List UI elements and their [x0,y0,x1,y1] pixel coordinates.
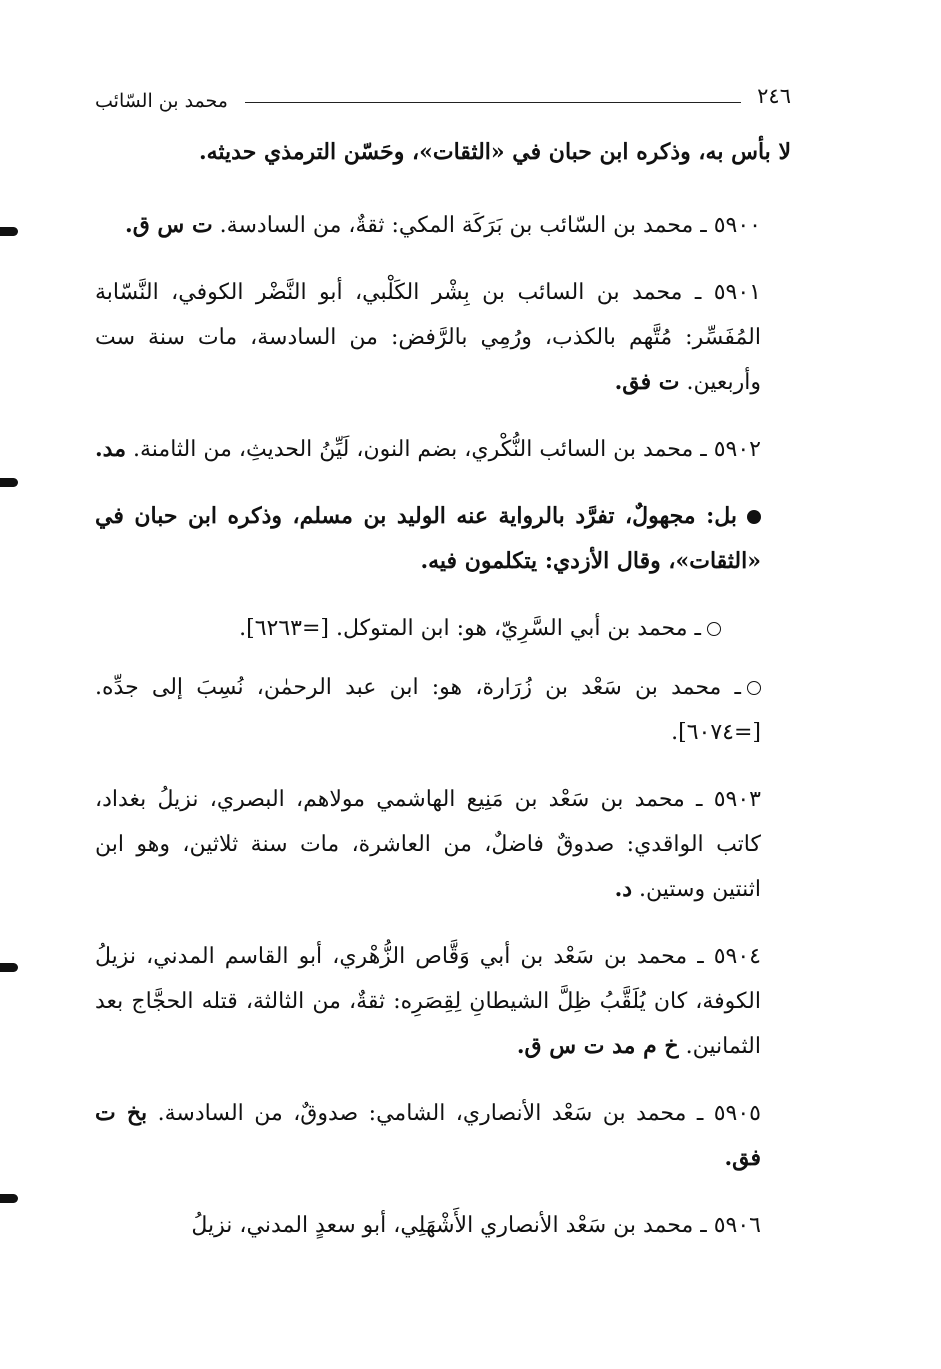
entry-5904: ٥٩٠٤ ـ محمد بن سَعْد بن أبي وَقَّاص الزُّهْري، أبو القاسم المدني، نزيلُ الكوفة، كان يُلَقَّبُ ظِلَّ الشيطانِ لِقِصَرِه: ثقةٌ، من الثالثة، قتله الحجَّاج بعد الثمانين. خ م مد ت س ق. [95,944,761,1059]
entry-number: ٥٩٠٠ [713,213,761,238]
entry-5900: ٥٩٠٠ ـ محمد بن السّائب بن بَرَكَة المكي: ثقةٌ، من السادسة. ت س ق. [125,212,761,238]
bullet-icon [747,510,761,524]
entry-body: محمد بن سَعْد الأنصاري، الشامي: صدوقٌ، من السادسة. [157,1101,687,1126]
page-header [95,84,791,130]
entry-body: محمد بن سَعْد بن أبي وَقَّاص الزُّهْري، أبو القاسم المدني، نزيلُ الكوفة، كان يُلَقَّبُ ظِلَّ الشيطانِ لِقِصَرِه: ثقةٌ، من الثالثة، قتله الحجَّاج بعد الثمانين. [95,944,761,1059]
entry-number: ٥٩٠٦ [713,1213,761,1238]
running-title: محمد بن السّائب [95,90,228,112]
entry-body: محمد بن السائب بن بِشْر الكَلْبي، أبو النَّضْر الكوفي، النَّسّابة المُفَسِّر: مُتَّهم بالكذب، ورُمِي بالرَّفض: من السادسة، مات سنة ست وأربعين. [95,280,761,395]
entry-sigla: د. [614,876,633,902]
cross-ref-text: محمد بن سَعْد بن زُرَارة، هو: ابن عبد الرحمٰن، نُسِبَ إلى جدِّه. [=٦٠٧٤]. [95,675,761,745]
note-text: بل: مجهولٌ، تفرَّد بالرواية عنه الوليد بن مسلم، وذكره ابن حبان في «الثقات»، وقال الأزدي: يتكلمون فيه. [95,503,761,574]
entry-5902: ٥٩٠٢ ـ محمد بن السائب النُّكْري، بضم النون، لَيِّنُ الحديثِ، من الثامنة. مد. [95,436,761,462]
continuation-text: لا بأس به، وذكره ابن حبان في «الثقات»، وحَسّن الترمذي حديثه. [198,139,791,165]
entry-number: ٥٩٠١ [713,280,761,305]
entry-sigla: ت س ق. [125,212,213,238]
entry-number: ٥٩٠٣ [713,787,761,812]
cross-ref: ـ محمد بن سَعْد بن زُرَارة، هو: ابن عبد الرحمٰن، نُسِبَ إلى جدِّه. [=٦٠٧٤]. [95,675,761,745]
cross-ref: ـ محمد بن أبي السَّرِيّ، هو: ابن المتوكل. [=٦٢٦٣]. [95,606,791,651]
margin-tab-mark [0,1194,18,1203]
entry-sigla: خ م مد ت س ق. [516,1033,679,1059]
entry-5901: ٥٩٠١ ـ محمد بن السائب بن بِشْر الكَلْبي، أبو النَّضْر الكوفي، النَّسّابة المُفَسِّر: مُتَّهم بالكذب، ورُمِي بالرَّفض: من السادسة، مات سنة ست وأربعين. ت فق. [95,280,761,395]
entry-body: محمد بن السائب النُّكْري، بضم النون، لَيِّنُ الحديثِ، من الثامنة. [133,437,694,462]
entry-body: محمد بن سَعْد الأنصاري الأَشْهَلِي، أبو سعدٍ المدني، نزيلُ [191,1213,694,1238]
editor-note [95,494,791,584]
entry-number: ٥٩٠٥ [713,1101,761,1126]
book-page [95,84,791,1270]
entry-body: محمد بن السّائب بن بَرَكَة المكي: ثقةٌ، من السادسة. [219,213,694,238]
entry-number: ٥٩٠٤ [713,944,761,969]
margin-tab-mark [0,963,18,972]
cross-ref-text: محمد بن أبي السَّرِيّ، هو: ابن المتوكل. [=٦٢٦٣]. [239,616,688,641]
entry-sigla: ت فق. [614,369,680,395]
circle-icon [707,622,721,636]
entry-sigla: بخ ت فق. [95,1100,761,1171]
header-rule [245,102,741,103]
margin-tab-mark [0,227,18,236]
page-number: ٢٤٦ [757,84,791,108]
entry-body: محمد بن سَعْد بن مَنِيع الهاشمي مولاهم، البصري، نزيلُ بغداد، كاتب الواقدي: صدوقٌ فاضلٌ، من العاشرة، مات سنة ثلاثين، وهو ابن اثنتين وستين. [95,787,761,902]
entry-sigla: مد. [95,436,126,462]
circle-icon [747,681,761,695]
entry-5905: ٥٩٠٥ ـ محمد بن سَعْد الأنصاري، الشامي: صدوقٌ، من السادسة. بخ ت فق. [95,1100,761,1171]
entry-number: ٥٩٠٢ [713,437,761,462]
entry-5906: ٥٩٠٦ ـ محمد بن سَعْد الأنصاري الأَشْهَلِي، أبو سعدٍ المدني، نزيلُ [191,1213,761,1238]
entry-5903: ٥٩٠٣ ـ محمد بن سَعْد بن مَنِيع الهاشمي مولاهم، البصري، نزيلُ بغداد، كاتب الواقدي: صدوقٌ فاضلٌ، من العاشرة، مات سنة ثلاثين، وهو ابن اثنتين وستين. د. [95,787,761,902]
margin-tab-mark [0,478,18,487]
